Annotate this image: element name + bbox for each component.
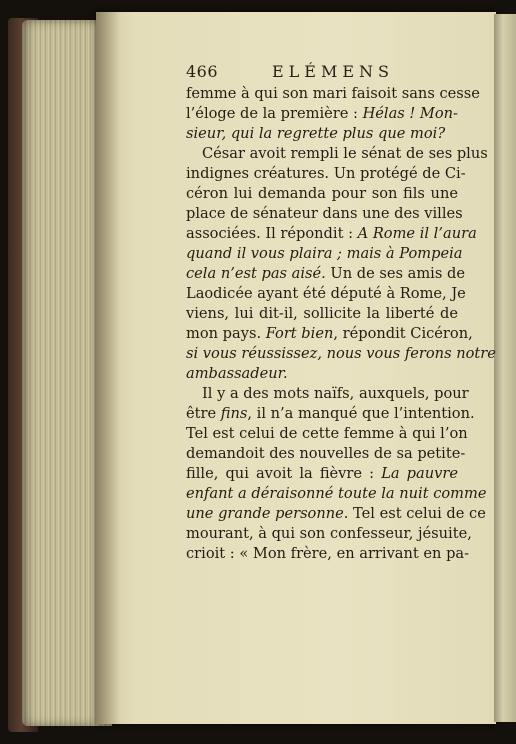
text-segment: . Tel est celui de ce: [343, 505, 486, 522]
italic-text: sieur, qui la regrette plus que moi?: [186, 125, 446, 142]
body-text: [186, 84, 496, 564]
running-title: ELÉMENS: [272, 62, 395, 81]
text-line: [186, 384, 469, 404]
text-line: [186, 124, 458, 144]
text-line: [186, 324, 473, 344]
text-segment: , répondit Cicéron,: [333, 325, 473, 342]
page-number: 466: [186, 62, 219, 81]
text-line: [186, 284, 466, 304]
italic-text: La pauvre: [381, 465, 458, 482]
text-segment: mon pays.: [186, 325, 266, 342]
text-line: [186, 444, 466, 464]
text-segment: , il n’a manqué que l’intention.: [247, 405, 475, 422]
next-page-edge: [494, 14, 516, 722]
italic-text: enfant a déraisonné toute la nuit comme: [186, 485, 487, 502]
italic-text: si vous réussissez, nous vous ferons notre: [186, 345, 496, 362]
text-line: [186, 244, 463, 264]
text-segment: fille, qui avoit la fièvre :: [186, 465, 382, 482]
text-line: [186, 344, 496, 364]
text-line: [186, 264, 465, 284]
text-line: [186, 524, 472, 544]
text-segment: femme à qui son mari faisoit sans cesse: [186, 85, 480, 102]
text-line: [186, 304, 458, 324]
text-line: [186, 364, 458, 384]
running-header: [186, 62, 456, 86]
text-segment: crioit : « Mon frère, en arrivant en pa-: [186, 545, 470, 562]
text-line: [186, 464, 458, 484]
italic-text: Fort bien: [265, 325, 334, 342]
italic-text: une grande personne: [186, 505, 344, 522]
text-segment: viens, lui dit-il, sollicite la liberté de: [186, 305, 458, 322]
text-line: [186, 224, 477, 244]
text-line: [186, 184, 458, 204]
text-segment: place de sénateur dans une des villes: [186, 205, 463, 222]
italic-text: Hélas ! Mon-: [362, 105, 458, 122]
italic-text: cela n’est pas aisé.: [186, 265, 326, 282]
text-line: [186, 144, 488, 164]
text-line: [186, 484, 487, 504]
text-line: [186, 424, 468, 444]
text-segment: Il y a des mots naïfs, auxquels, pour: [202, 385, 469, 402]
text-line: [186, 544, 470, 564]
text-segment: l’éloge de la première :: [186, 105, 363, 122]
gutter-shadow: [96, 12, 120, 724]
text-segment: demandoit des nouvelles de sa petite-: [186, 445, 466, 462]
text-segment: César avoit rempli le sénat de ses plus: [202, 145, 488, 162]
text-segment: être: [186, 405, 221, 422]
text-segment: céron lui demanda pour son fils une: [186, 185, 458, 202]
text-segment: Un de ses amis de: [325, 265, 465, 282]
italic-text: fins: [220, 405, 248, 422]
text-line: [186, 504, 486, 524]
text-line: [186, 204, 463, 224]
text-segment: mourant, à qui son confesseur, jésuite,: [186, 525, 472, 542]
text-line: [186, 404, 475, 424]
italic-text: ambassadeur.: [186, 365, 288, 382]
text-line: [186, 104, 458, 124]
text-segment: indignes créatures. Un protégé de Ci-: [186, 165, 466, 182]
text-segment: Tel est celui de cette femme à qui l’on: [186, 425, 468, 442]
text-segment: Laodicée ayant été député à Rome, Je: [186, 285, 466, 302]
text-segment: associées. Il répondit :: [186, 225, 358, 242]
text-line: [186, 164, 466, 184]
italic-text: A Rome il l’aura: [357, 225, 477, 242]
text-line: [186, 84, 480, 104]
italic-text: quand il vous plaira ; mais à Pompeia: [186, 245, 463, 262]
